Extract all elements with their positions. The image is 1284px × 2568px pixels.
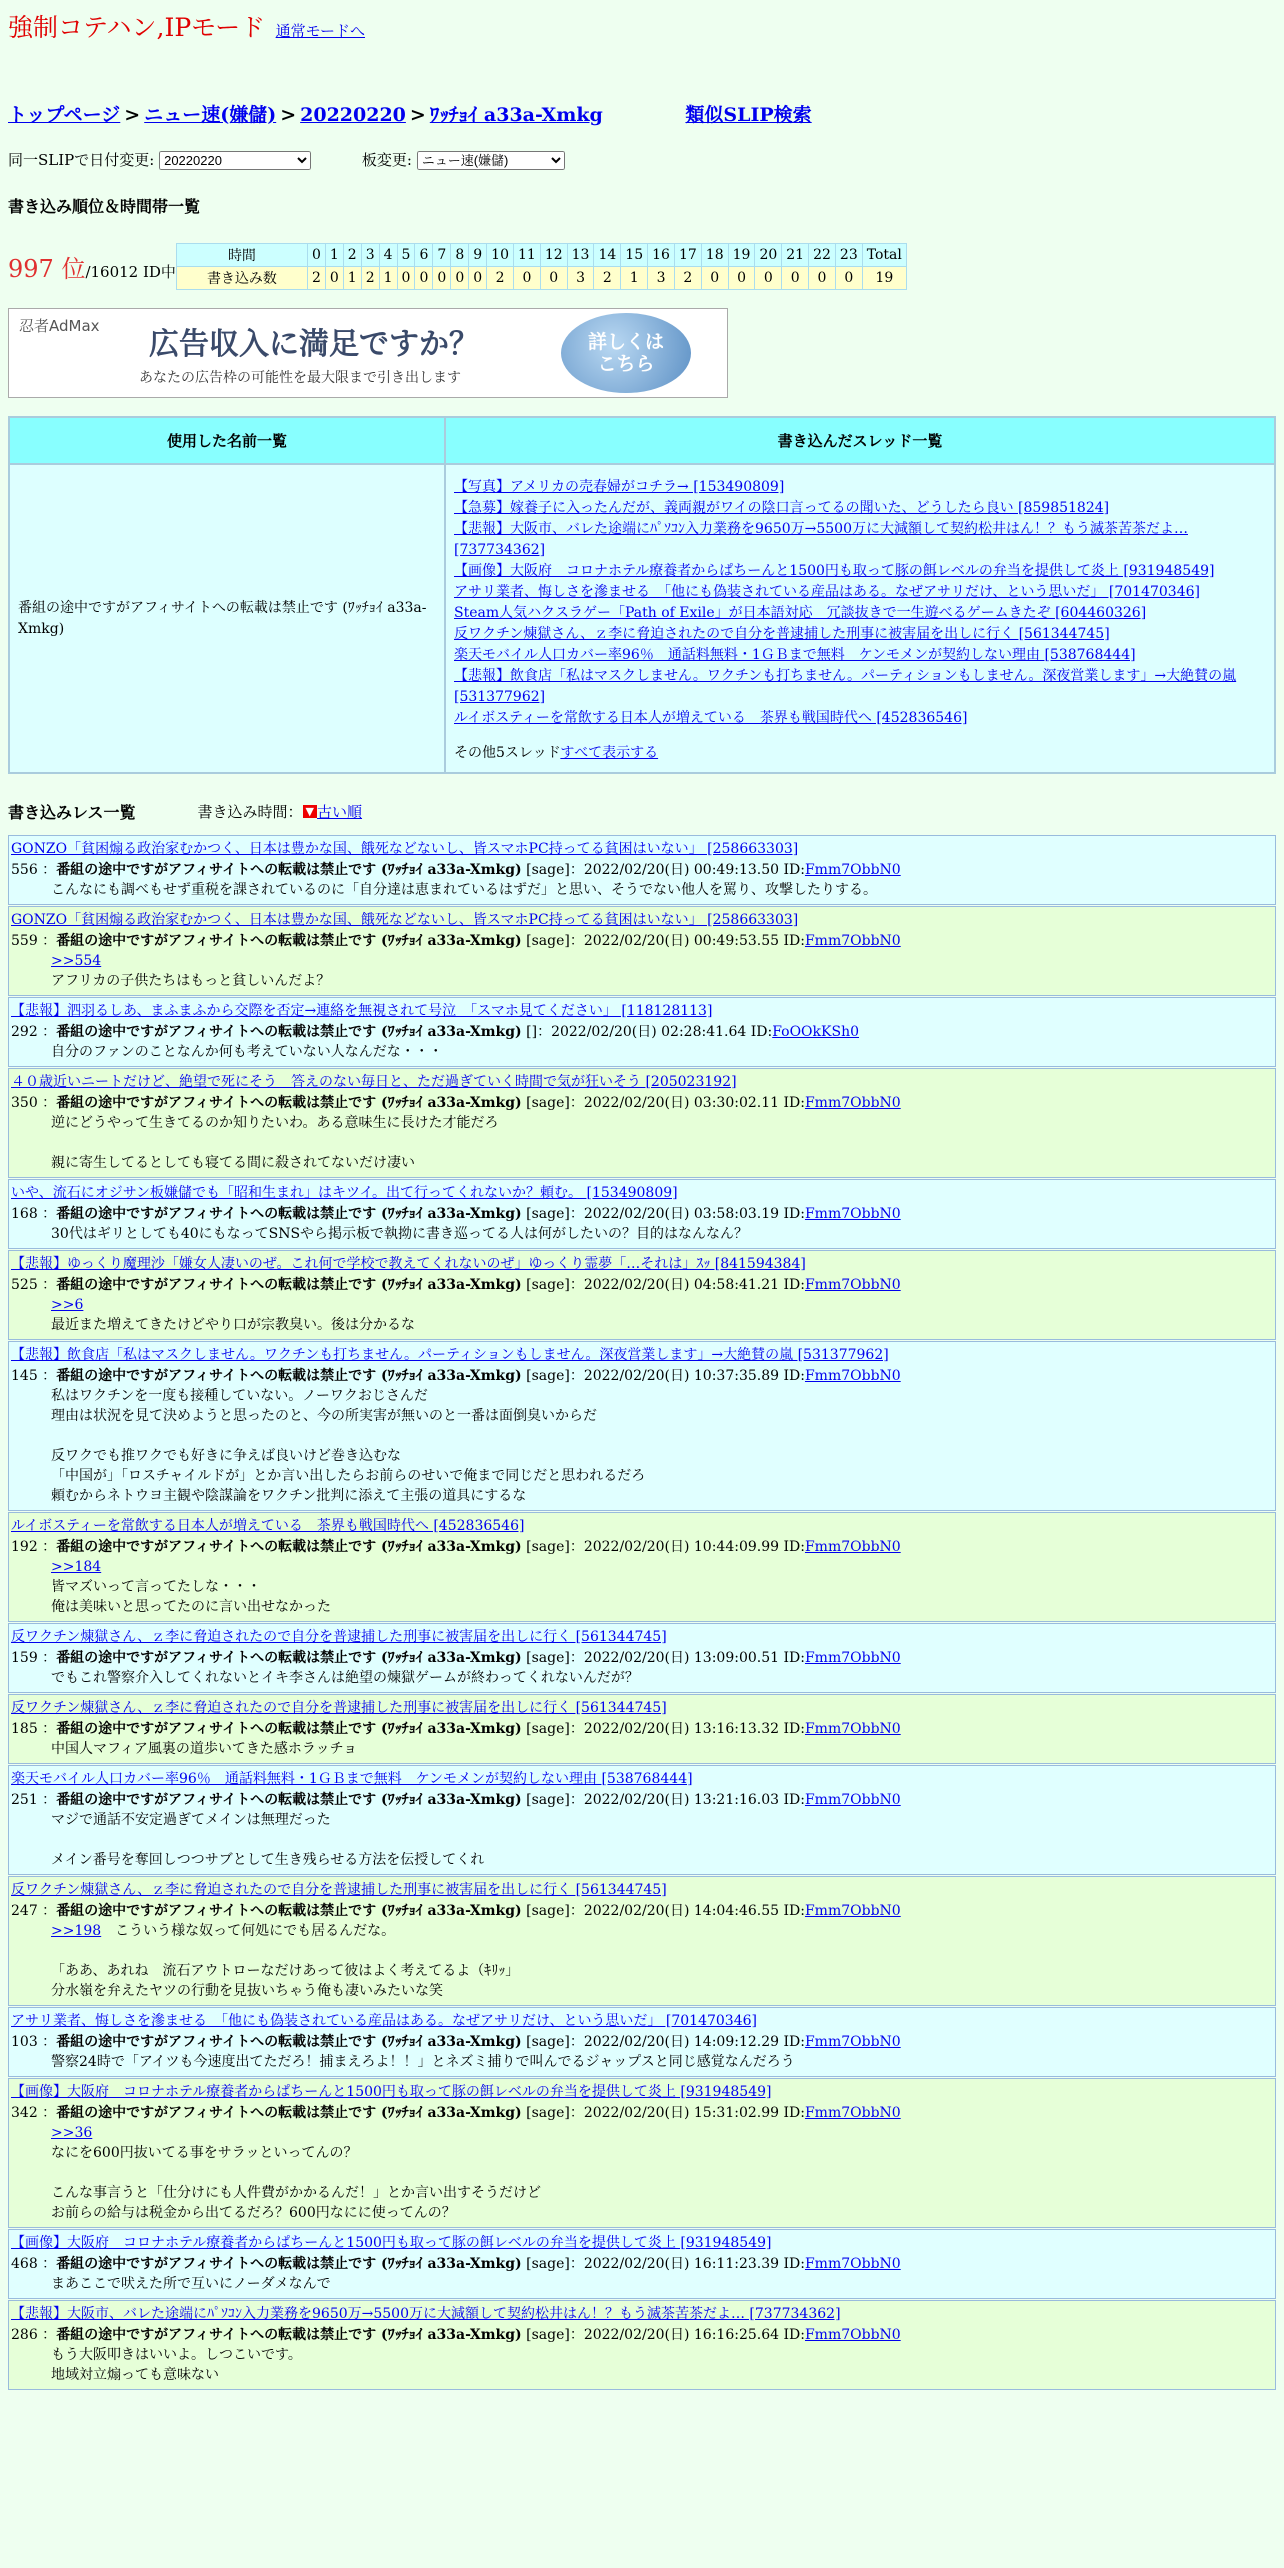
thread-link[interactable]: 楽天モバイル人口カバー率96％ 通話料無料・1ＧＢまで無料 ケンモメンが契約しない理由 [538768444]: [454, 647, 1136, 663]
ad-subtitle: あなたの広告枠の可能性を最大限まで引き出します: [139, 370, 461, 386]
thread-link[interactable]: 【悲報】飲食店「私はマスクしません。ワクチンも打ちません。パーティションもしません。深夜営業します」→大絶賛の嵐 [531377962]: [454, 668, 1237, 705]
count-cell: 2: [594, 267, 620, 289]
breadcrumb: [8, 100, 1276, 127]
post-body: [51, 880, 1273, 900]
posts-heading: 書き込みレス一覧: [8, 803, 136, 822]
breadcrumb-sep: >: [124, 104, 141, 126]
post-mail: [sage]: [526, 1277, 570, 1293]
hour-cell: 17: [675, 244, 701, 266]
thread-list: [446, 465, 1274, 772]
post-thread-link[interactable]: 【悲報】ゆっくり魔理沙「嫌女人凄いのぜ。これ何で学校で教えてくれないのぜ」ゆっくり霊夢「…それは」ｽｯ [841594384]: [11, 1256, 806, 1272]
sort-down-icon: ▼: [303, 805, 317, 818]
post-id-link[interactable]: Fmm7ObbN0: [804, 2105, 901, 2121]
thread-link[interactable]: 反ワクチン煉獄さん、ｚ李に脅迫されたので自分を普逮捕した刑事に被害届を出しに行く [561344745]: [454, 626, 1110, 642]
post-meta: 145 ：番組の途中ですがアフィサイトへの転載は禁止です (ﾜｯﾁｮｲ a33a-Xmkg) [sage]：2022/02/20(日) 10:37:35.89 ID:Fmm7ObbN0: [11, 1368, 901, 1384]
hour-cell: 10: [487, 244, 513, 266]
post-date: 2022/02/20(日) 10:37:35.89: [583, 1368, 780, 1384]
post-thread: [11, 909, 1273, 929]
post-body: [51, 1668, 1273, 1688]
post-body: [51, 1042, 1273, 1062]
count-label: 書き込み数: [177, 267, 307, 289]
post: [8, 2229, 1276, 2299]
post-number: 168: [11, 1206, 38, 1222]
post-mail: [sage]: [526, 2105, 570, 2121]
count-cell: 0: [433, 267, 450, 289]
post: [8, 2300, 1276, 2390]
count-cell: 2: [362, 267, 379, 289]
post-date: 2022/02/20(日) 13:09:00.51: [583, 1650, 780, 1666]
count-cell: 0: [514, 267, 540, 289]
post-meta: 103 ：番組の途中ですがアフィサイトへの転載は禁止です (ﾜｯﾁｮｲ a33a-Xmkg) [sage]：2022/02/20(日) 14:09:12.29 ID:Fmm7ObbN0: [11, 2034, 901, 2050]
names-column-header: 使用した名前一覧: [10, 418, 444, 463]
ranking-area: [8, 243, 1276, 290]
post-body: [51, 2345, 1273, 2385]
hour-cell: 8: [451, 244, 468, 266]
hour-cell: 16: [648, 244, 674, 266]
thread-link-row: [454, 708, 1266, 729]
hourly-table: [176, 243, 907, 290]
post-meta: 525 ：番組の途中ですがアフィサイトへの転載は禁止です (ﾜｯﾁｮｲ a33a-Xmkg) [sage]：2022/02/20(日) 04:58:41.21 ID:Fmm7ObbN0: [11, 1277, 901, 1293]
hour-cell: 21: [782, 244, 808, 266]
breadcrumb-top[interactable]: トップページ: [8, 104, 121, 126]
post-meta: 185 ：番組の途中ですがアフィサイトへの転載は禁止です (ﾜｯﾁｮｲ a33a-Xmkg) [sage]：2022/02/20(日) 13:16:13.32 ID:Fmm7ObbN0: [11, 1721, 901, 1737]
mode-header: [8, 0, 1276, 42]
post-id-link[interactable]: Fmm7ObbN0: [804, 1277, 901, 1293]
hour-cell: Total: [863, 244, 906, 266]
post-text: 警察24時で「アイツも今速度出てただろ！捕まえろよ！！」とネズミ捕りで叫んでるジャップスと同じ感覚なんだろう: [51, 2054, 795, 2070]
post-thread-link[interactable]: ルイボスティーを常飲する日本人が増えている 茶界も戦国時代へ [452836546]: [11, 1518, 525, 1534]
post-mail: [sage]: [526, 1721, 570, 1737]
breadcrumb-date[interactable]: 20220220: [300, 104, 406, 126]
count-cell: 0: [398, 267, 415, 289]
post-thread: [11, 1768, 1273, 1788]
post-date: 2022/02/20(日) 16:16:25.64: [583, 2327, 780, 2343]
post: [8, 1179, 1276, 1249]
post-number: 103: [11, 2034, 38, 2050]
ranking-heading: 書き込み順位＆時間帯一覧: [8, 197, 201, 216]
hour-cell: 23: [836, 244, 862, 266]
post-id-link[interactable]: Fmm7ObbN0: [804, 1792, 901, 1808]
post-text: まあここで吠えた所で互いにノーダメなんで: [51, 2276, 331, 2292]
post-mail: [sage]: [526, 1903, 570, 1919]
post-number: 145: [11, 1368, 38, 1384]
hour-cell: 11: [514, 244, 540, 266]
post-meta: 342 ：番組の途中ですがアフィサイトへの転載は禁止です (ﾜｯﾁｮｲ a33a-Xmkg) [sage]：2022/02/20(日) 15:31:02.99 ID:Fmm7ObbN0: [11, 2105, 901, 2121]
post-author: 番組の途中ですがアフィサイトへの転載は禁止です (ﾜｯﾁｮｲ a33a-Xmkg): [56, 933, 522, 949]
count-cell: 2: [308, 267, 325, 289]
post-text: でもこれ警察介入してくれないとイキ李さんは絶望の煉獄ゲームが終わってくれないんだが？: [51, 1670, 639, 1686]
hour-cell: 22: [809, 244, 835, 266]
post-number: 185: [11, 1721, 38, 1737]
post-date: 2022/02/20(日) 15:31:02.99: [583, 2105, 780, 2121]
post-body: [51, 2123, 1273, 2223]
post-number: 468: [11, 2256, 38, 2272]
thread-link-row: [454, 645, 1266, 666]
post-number: 559: [11, 933, 38, 949]
sort-oldest-link[interactable]: 古い順: [317, 803, 363, 821]
count-cell: 1: [380, 267, 397, 289]
post-text: 30代はギリとしても40にもなってSNSやら掲示板で執拗に書き巡ってる人は何がしたいの？目的はなんなん？: [51, 1226, 749, 1242]
post-author: 番組の途中ですがアフィサイトへの転載は禁止です (ﾜｯﾁｮｲ a33a-Xmkg): [56, 1792, 522, 1808]
hour-cell: 6: [415, 244, 432, 266]
post-mail: [sage]: [526, 1539, 570, 1555]
post-thread: [11, 838, 1273, 858]
hour-cell: 2: [344, 244, 361, 266]
count-cell: 1: [344, 267, 361, 289]
selectors: [8, 149, 1276, 170]
post-thread-link[interactable]: 反ワクチン煉獄さん、ｚ李に脅迫されたので自分を普逮捕した刑事に被害届を出しに行く [561344745]: [11, 1629, 667, 1645]
rank-value: 997 位: [8, 255, 86, 283]
post-id-link[interactable]: Fmm7ObbN0: [804, 1539, 901, 1555]
post-thread: [11, 2081, 1273, 2101]
post-body: [51, 1113, 1273, 1173]
mode-title: 強制コテハン,IPモード: [8, 13, 266, 42]
post-text: なにを600円抜いてる事をサラッといってんの？ こんな事言うと「仕分けにも人件費がかかるんだ！」とか言い出すそうだけど お前らの給与は税金から出てるだろ？600円なにに使ってんの？: [51, 2145, 541, 2221]
hour-cell: 7: [433, 244, 450, 266]
post-id-link[interactable]: Fmm7ObbN0: [804, 1650, 901, 1666]
post-meta: 350 ：番組の途中ですがアフィサイトへの転載は禁止です (ﾜｯﾁｮｲ a33a-Xmkg) [sage]：2022/02/20(日) 03:30:02.11 ID:Fmm7ObbN0: [11, 1095, 901, 1111]
post-date: 2022/02/20(日) 02:28:41.64: [551, 1024, 747, 1040]
board-select[interactable]: [417, 151, 565, 170]
hour-cell: 13: [568, 244, 594, 266]
hour-cell: 1: [326, 244, 343, 266]
post-author: 番組の途中ですがアフィサイトへの転載は禁止です (ﾜｯﾁｮｲ a33a-Xmkg): [56, 1277, 522, 1293]
post-date: 2022/02/20(日) 03:30:02.11: [583, 1095, 780, 1111]
post-id-link[interactable]: FoOOkKSh0: [772, 1024, 859, 1040]
post-meta: 292 ：番組の途中ですがアフィサイトへの転載は禁止です (ﾜｯﾁｮｲ a33a-Xmkg) []：2022/02/20(日) 02:28:41.64 ID:FoOOkKSh0: [11, 1024, 859, 1040]
thread-link-row: [454, 561, 1266, 582]
post-number: 525: [11, 1277, 38, 1293]
post-meta: 556 ：番組の途中ですがアフィサイトへの転載は禁止です (ﾜｯﾁｮｲ a33a-Xmkg) [sage]：2022/02/20(日) 00:49:13.50 ID:Fmm7ObbN0: [11, 862, 901, 878]
post-body: [51, 1921, 1273, 2001]
post: [8, 2007, 1276, 2077]
post-meta: 247 ：番組の途中ですがアフィサイトへの転載は禁止です (ﾜｯﾁｮｲ a33a-Xmkg) [sage]：2022/02/20(日) 14:04:46.55 ID:Fmm7ObbN0: [11, 1903, 901, 1919]
post-body: [51, 1295, 1273, 1335]
post-meta: 286 ：番組の途中ですがアフィサイトへの転載は禁止です (ﾜｯﾁｮｲ a33a-Xmkg) [sage]：2022/02/20(日) 16:16:25.64 ID:Fmm7ObbN0: [11, 2327, 901, 2343]
post: [8, 1250, 1276, 1340]
hour-cell: 0: [308, 244, 325, 266]
post-id-link[interactable]: Fmm7ObbN0: [804, 862, 901, 878]
post-thread-link[interactable]: 【画像】大阪府 コロナホテル療養者からぱちーんと1500円も取って豚の餌レベルの弁当を提供して炎上 [931948549]: [11, 2235, 772, 2251]
post: [8, 1068, 1276, 1178]
show-all-link[interactable]: すべて表示する: [560, 745, 659, 761]
breadcrumb-board[interactable]: ニュー速(嫌儲): [144, 104, 277, 126]
ad-title: 広告収入に満足ですか？: [149, 327, 479, 362]
count-cell: 0: [541, 267, 567, 289]
post-mail: [sage]: [526, 1792, 570, 1808]
post-thread: [11, 1879, 1273, 1899]
post-date: 2022/02/20(日) 13:16:13.32: [583, 1721, 780, 1737]
hour-cell: 9: [469, 244, 486, 266]
similar-slip-link[interactable]: 類似SLIP検索: [685, 104, 812, 126]
post-date: 2022/02/20(日) 16:11:23.39: [583, 2256, 780, 2272]
post-mail: [sage]: [526, 1368, 570, 1384]
post-id-link[interactable]: Fmm7ObbN0: [804, 2327, 901, 2343]
post-author: 番組の途中ですがアフィサイトへの転載は禁止です (ﾜｯﾁｮｲ a33a-Xmkg): [56, 2105, 522, 2121]
posts-list: [8, 835, 1276, 2390]
post-thread-link[interactable]: 【悲報】大阪市、バレた途端にﾊﾟｿｺﾝ入力業務を9650万→5500万に大減額して契約松井はん！？もう滅茶苦茶だよ… [737734362]: [11, 2306, 841, 2322]
thread-link[interactable]: 【悲報】大阪市、バレた途端にﾊﾟｿｺﾝ入力業務を9650万→5500万に大減額して契約松井はん！？もう滅茶苦茶だよ… [737734362]: [454, 521, 1188, 558]
post-mail: [sage]: [526, 1650, 570, 1666]
count-cell: 0: [755, 267, 781, 289]
rank-total: /16012 ID中: [85, 263, 176, 281]
breadcrumb-user[interactable]: ﾜｯﾁｮｲ a33a-Xmkg: [429, 104, 603, 126]
count-cell: 0: [702, 267, 728, 289]
post-text: 逆にどうやって生きてるのか知りたいわ。ある意味生に長けた才能だろ 親に寄生してるとしても寝てる間に殺されてないだけ凄い: [51, 1115, 499, 1171]
hour-cell: 3: [362, 244, 379, 266]
thread-link-row: [454, 498, 1266, 519]
thread-link-row: [454, 624, 1266, 645]
count-cell: 0: [809, 267, 835, 289]
post-author: 番組の途中ですがアフィサイトへの転載は禁止です (ﾜｯﾁｮｲ a33a-Xmkg): [56, 1368, 522, 1384]
post-id-link[interactable]: Fmm7ObbN0: [804, 2034, 901, 2050]
post-text: 中国人マフィア風裏の道歩いてきた感ホラッチョ: [51, 1741, 358, 1757]
reply-anchor-link[interactable]: >>6: [51, 1297, 84, 1313]
post-id-link[interactable]: Fmm7ObbN0: [804, 933, 901, 949]
post: [8, 835, 1276, 905]
count-cell: 1: [621, 267, 647, 289]
post-thread-link[interactable]: GONZO「貧困煽る政治家むかつく、日本は豊かな国、餓死などないし、皆スマホPC持ってる貧困はいない」 [258663303]: [11, 912, 799, 928]
count-cell: 0: [326, 267, 343, 289]
ad-banner[interactable]: [8, 308, 728, 398]
count-cell: 0: [836, 267, 862, 289]
hour-cell: 14: [594, 244, 620, 266]
post-meta: 251 ：番組の途中ですがアフィサイトへの転載は禁止です (ﾜｯﾁｮｲ a33a-Xmkg) [sage]：2022/02/20(日) 13:21:16.03 ID:Fmm7ObbN0: [11, 1792, 901, 1808]
post-number: 350: [11, 1095, 38, 1111]
post-meta: 468 ：番組の途中ですがアフィサイトへの転載は禁止です (ﾜｯﾁｮｲ a33a-Xmkg) [sage]：2022/02/20(日) 16:11:23.39 ID:Fmm7ObbN0: [11, 2256, 901, 2272]
ad-details-button[interactable]: [561, 313, 691, 393]
post-date: 2022/02/20(日) 10:44:09.99: [583, 1539, 780, 1555]
post-thread: [11, 1253, 1273, 1273]
post-author: 番組の途中ですがアフィサイトへの転載は禁止です (ﾜｯﾁｮｲ a33a-Xmkg): [56, 1539, 522, 1555]
post-date: 2022/02/20(日) 13:21:16.03: [583, 1792, 780, 1808]
post-mail: [sage]: [526, 1206, 570, 1222]
rank-display: [8, 249, 176, 284]
post-body: [51, 2274, 1273, 2294]
post-number: 292: [11, 1024, 38, 1040]
reply-anchor-link[interactable]: >>184: [51, 1559, 102, 1575]
count-cell: 0: [415, 267, 432, 289]
post-thread-link[interactable]: 【悲報】飲食店「私はマスクしません。ワクチンも打ちません。パーティションもしません。深夜営業します」→大絶賛の嵐 [531377962]: [11, 1347, 889, 1363]
post-mail: [sage]: [526, 1095, 570, 1111]
count-cell: 3: [648, 267, 674, 289]
post-text: 皆マズいって言ってたしな・・・ 俺は美味いと思ってたのに言い出せなかった: [51, 1579, 331, 1615]
board-change-label: 板変更:: [361, 151, 412, 169]
post-body: [51, 1224, 1273, 1244]
post-thread-link[interactable]: 【悲報】泗羽るしあ、まふまふから交際を否定→連絡を無視されて号泣 「スマホ見てください」 [118128113]: [11, 1003, 713, 1019]
post-time-label: 書き込み時間：: [197, 803, 303, 821]
post-meta: 159 ：番組の途中ですがアフィサイトへの転載は禁止です (ﾜｯﾁｮｲ a33a-Xmkg) [sage]：2022/02/20(日) 13:09:00.51 ID:Fmm7ObbN0: [11, 1650, 901, 1666]
count-cell: 0: [729, 267, 755, 289]
post-body: [51, 1810, 1273, 1870]
thread-link[interactable]: 【写真】アメリカの売春婦がコチラ→ [153490809]: [454, 479, 785, 495]
post-text: こんなにも調べもせず重税を課されているのに「自分達は恵まれているはずだ」と思い、そうでない他人を罵り、攻撃したりする。: [51, 882, 877, 898]
post-date: 2022/02/20(日) 00:49:53.55: [583, 933, 780, 949]
post-date: 2022/02/20(日) 04:58:41.21: [583, 1277, 780, 1293]
post-thread-link[interactable]: ４０歳近いニートだけど、絶望で死にそう 答えのない毎日と、ただ過ぎていく時間で気が狂いそう [205023192]: [11, 1074, 737, 1090]
reply-anchor-link[interactable]: >>198: [51, 1923, 102, 1939]
post-body: [51, 2052, 1273, 2072]
post-thread: [11, 2010, 1273, 2030]
post-thread-link[interactable]: GONZO「貧困煽る政治家むかつく、日本は豊かな国、餓死などないし、皆スマホPC持ってる貧困はいない」 [258663303]: [11, 841, 799, 857]
post-id-link[interactable]: Fmm7ObbN0: [804, 1206, 901, 1222]
count-cell: 2: [675, 267, 701, 289]
post: [8, 1876, 1276, 2006]
post-thread: [11, 1071, 1273, 1091]
post-date: 2022/02/20(日) 03:58:03.19: [583, 1206, 780, 1222]
breadcrumb-sep: >: [409, 104, 426, 126]
date-select[interactable]: [159, 151, 311, 170]
post: [8, 1512, 1276, 1622]
post-author: 番組の途中ですがアフィサイトへの転載は禁止です (ﾜｯﾁｮｲ a33a-Xmkg): [56, 2034, 522, 2050]
thread-link[interactable]: アサリ業者、悔しさを滲ませる 「他にも偽装されている産品はある。なぜアサリだけ、という思いだ」 [701470346]: [454, 584, 1200, 600]
breadcrumb-sep: >: [280, 104, 297, 126]
thread-link-row: [454, 519, 1266, 561]
post-number: 159: [11, 1650, 38, 1666]
ad-logo: 忍者AdMax: [19, 317, 100, 335]
post-author: 番組の途中ですがアフィサイトへの転載は禁止です (ﾜｯﾁｮｲ a33a-Xmkg): [56, 1903, 522, 1919]
post-thread-link[interactable]: アサリ業者、悔しさを滲ませる 「他にも偽装されている産品はある。なぜアサリだけ、という思いだ」 [701470346]: [11, 2013, 757, 2029]
hour-cell: 20: [755, 244, 781, 266]
post-id-link[interactable]: Fmm7ObbN0: [804, 1368, 901, 1384]
post-body: [51, 1386, 1273, 1506]
other-threads: [454, 743, 1266, 764]
post-text: マジで通話不安定過ぎてメインは無理だった メイン番号を奪回しつつサブとして生き残らせる方法を伝授してくれ: [51, 1812, 485, 1868]
post-author: 番組の途中ですがアフィサイトへの転載は禁止です (ﾜｯﾁｮｲ a33a-Xmkg): [56, 1721, 522, 1737]
posts-header: [8, 800, 1276, 823]
thread-link[interactable]: ルイボスティーを常飲する日本人が増えている 茶界も戦国時代へ [452836546]: [454, 710, 968, 726]
post: [8, 2078, 1276, 2228]
hour-cell: 15: [621, 244, 647, 266]
post-body: [51, 1739, 1273, 1759]
post: [8, 1765, 1276, 1875]
post-id-link[interactable]: Fmm7ObbN0: [804, 1095, 901, 1111]
hour-cell: 12: [541, 244, 567, 266]
count-cell: 19: [863, 267, 906, 289]
post: [8, 906, 1276, 996]
post-mail: []: [526, 1024, 538, 1040]
post-number: 286: [11, 2327, 38, 2343]
post-thread-link[interactable]: 楽天モバイル人口カバー率96％ 通話料無料・1ＧＢまで無料 ケンモメンが契約しない理由 [538768444]: [11, 1771, 693, 1787]
thread-link-row: [454, 477, 1266, 498]
hour-cell: 4: [380, 244, 397, 266]
post-thread: [11, 2303, 1273, 2323]
post-thread-link[interactable]: 反ワクチン煉獄さん、ｚ李に脅迫されたので自分を普逮捕した刑事に被害届を出しに行く [561344745]: [11, 1882, 667, 1898]
post-date: 2022/02/20(日) 00:49:13.50: [583, 862, 780, 878]
post-date: 2022/02/20(日) 14:09:12.29: [583, 2034, 780, 2050]
post-text: 最近また増えてきたけどやり口が宗教臭い。後は分かるな: [51, 1317, 415, 1333]
post-text: 私はワクチンを一度も接種していない。ノーワクおじさんだ 理由は状況を見て決めようと思ったのと、今の所実害が無いのと一番は面倒臭いからだ 反ワクでも推ワクでも好きに争えば良いけど巻き込むな 「中国が」「ロスチャイルドが」とか言い出したらお前らのせいで俺まで同じだと思われるだろ 頼むからネトウヨ主観や陰謀論をワクチン批判に添えて主張の道具にするな: [51, 1388, 646, 1504]
post-text: こういう様な奴って何処にでも居るんだな。 「ああ、あれね 流石アウトローなだけあって彼はよく考えてるよ（ｷﾘｯ」 分水嶺を弁えたヤツの行動を見抜いちゃう俺も凄いみたいな笑: [51, 1923, 520, 1999]
post-thread: [11, 2232, 1273, 2252]
reply-anchor-link[interactable]: >>36: [51, 2125, 93, 2141]
post-thread-link[interactable]: 【画像】大阪府 コロナホテル療養者からぱちーんと1500円も取って豚の餌レベルの弁当を提供して炎上 [931948549]: [11, 2084, 772, 2100]
post-body: [51, 1557, 1273, 1617]
post-date: 2022/02/20(日) 14:04:46.55: [583, 1903, 780, 1919]
count-cell: 2: [487, 267, 513, 289]
thread-link[interactable]: 【急募】嫁養子に入ったんだが、義両親がワイの陰口言ってるの聞いた、どうしたら良い [859851824]: [454, 500, 1110, 516]
other-threads-prefix: その他5スレッド: [454, 745, 561, 761]
post-thread-link[interactable]: 反ワクチン煉獄さん、ｚ李に脅迫されたので自分を普逮捕した刑事に被害届を出しに行く [561344745]: [11, 1700, 667, 1716]
post-meta: 192 ：番組の途中ですがアフィサイトへの転載は禁止です (ﾜｯﾁｮｲ a33a-Xmkg) [sage]：2022/02/20(日) 10:44:09.99 ID:Fmm7ObbN0: [11, 1539, 901, 1555]
post-text: アフリカの子供たちはもっと貧しいんだよ？: [51, 973, 331, 989]
count-cell: 0: [451, 267, 468, 289]
thread-link-row: [454, 666, 1266, 708]
date-change-label: 同一SLIPで日付変更:: [8, 151, 155, 169]
post-author: 番組の途中ですがアフィサイトへの転載は禁止です (ﾜｯﾁｮｲ a33a-Xmkg): [56, 1650, 522, 1666]
count-cell: 0: [782, 267, 808, 289]
post-author: 番組の途中ですがアフィサイトへの転載は禁止です (ﾜｯﾁｮｲ a33a-Xmkg): [56, 2256, 522, 2272]
post-id-link[interactable]: Fmm7ObbN0: [804, 1721, 901, 1737]
post-meta: 168 ：番組の途中ですがアフィサイトへの転載は禁止です (ﾜｯﾁｮｲ a33a-Xmkg) [sage]：2022/02/20(日) 03:58:03.19 ID:Fmm7ObbN0: [11, 1206, 901, 1222]
post-thread-link[interactable]: いや、流石にオジサン板嫌儲でも「昭和生まれ」はキツイ。出て行ってくれないか？頼む。 [153490809]: [11, 1185, 678, 1201]
post-id-link[interactable]: Fmm7ObbN0: [804, 2256, 901, 2272]
used-name: 番組の途中ですがアフィサイトへの転載は禁止です (ﾜｯﾁｮｲ a33a-Xmkg): [10, 465, 444, 772]
names-threads-table: [8, 416, 1276, 774]
post-thread: [11, 1182, 1273, 1202]
post-mail: [sage]: [526, 2327, 570, 2343]
post-id-link[interactable]: Fmm7ObbN0: [804, 1903, 901, 1919]
count-cell: 0: [469, 267, 486, 289]
hour-cell: 19: [729, 244, 755, 266]
post-thread: [11, 1697, 1273, 1717]
post-text: 自分のファンのことなんか何も考えていない人なんだな・・・: [51, 1044, 443, 1060]
post-number: 192: [11, 1539, 38, 1555]
post-mail: [sage]: [526, 933, 570, 949]
hour-cell: 5: [398, 244, 415, 266]
post-number: 251: [11, 1792, 38, 1808]
post: [8, 1623, 1276, 1693]
post-thread: [11, 1515, 1273, 1535]
thread-link-row: [454, 603, 1266, 624]
post-mail: [sage]: [526, 2034, 570, 2050]
post-number: 247: [11, 1903, 38, 1919]
post-thread: [11, 1000, 1273, 1020]
post-author: 番組の途中ですがアフィサイトへの転載は禁止です (ﾜｯﾁｮｲ a33a-Xmkg): [56, 1024, 522, 1040]
post-number: 556: [11, 862, 38, 878]
post-author: 番組の途中ですがアフィサイトへの転載は禁止です (ﾜｯﾁｮｲ a33a-Xmkg): [56, 1206, 522, 1222]
hour-cell: 18: [702, 244, 728, 266]
post-author: 番組の途中ですがアフィサイトへの転載は禁止です (ﾜｯﾁｮｲ a33a-Xmkg): [56, 2327, 522, 2343]
time-label: 時間: [177, 244, 307, 266]
post: [8, 997, 1276, 1067]
post: [8, 1341, 1276, 1511]
threads-column-header: 書き込んだスレッド一覧: [446, 418, 1274, 463]
post-number: 342: [11, 2105, 38, 2121]
post-thread: [11, 1344, 1273, 1364]
post-body: [51, 951, 1273, 991]
reply-anchor-link[interactable]: >>554: [51, 953, 102, 969]
thread-link[interactable]: 【画像】大阪府 コロナホテル療養者からぱちーんと1500円も取って豚の餌レベルの弁当を提供して炎上 [931948549]: [454, 563, 1215, 579]
post-mail: [sage]: [526, 862, 570, 878]
post-meta: 559 ：番組の途中ですがアフィサイトへの転載は禁止です (ﾜｯﾁｮｲ a33a-Xmkg) [sage]：2022/02/20(日) 00:49:53.55 ID:Fmm7ObbN0: [11, 933, 901, 949]
post-thread: [11, 1626, 1273, 1646]
post-mail: [sage]: [526, 2256, 570, 2272]
post: [8, 1694, 1276, 1764]
post-author: 番組の途中ですがアフィサイトへの転載は禁止です (ﾜｯﾁｮｲ a33a-Xmkg): [56, 1095, 522, 1111]
post-author: 番組の途中ですがアフィサイトへの転載は禁止です (ﾜｯﾁｮｲ a33a-Xmkg): [56, 862, 522, 878]
thread-link[interactable]: Steam人気ハクスラゲー「Path of Exile」が日本語対応 冗談抜きで一生遊べるゲームきたぞ [604460326]: [454, 605, 1147, 621]
normal-mode-link[interactable]: 通常モードへ: [275, 22, 366, 40]
post-text: もう大阪叩きはいいよ。しつこいです。 地域対立煽っても意味ない: [51, 2347, 302, 2383]
ad-button-label: 詳しくは こちら: [587, 331, 664, 375]
count-cell: 3: [568, 267, 594, 289]
thread-link-row: [454, 582, 1266, 603]
